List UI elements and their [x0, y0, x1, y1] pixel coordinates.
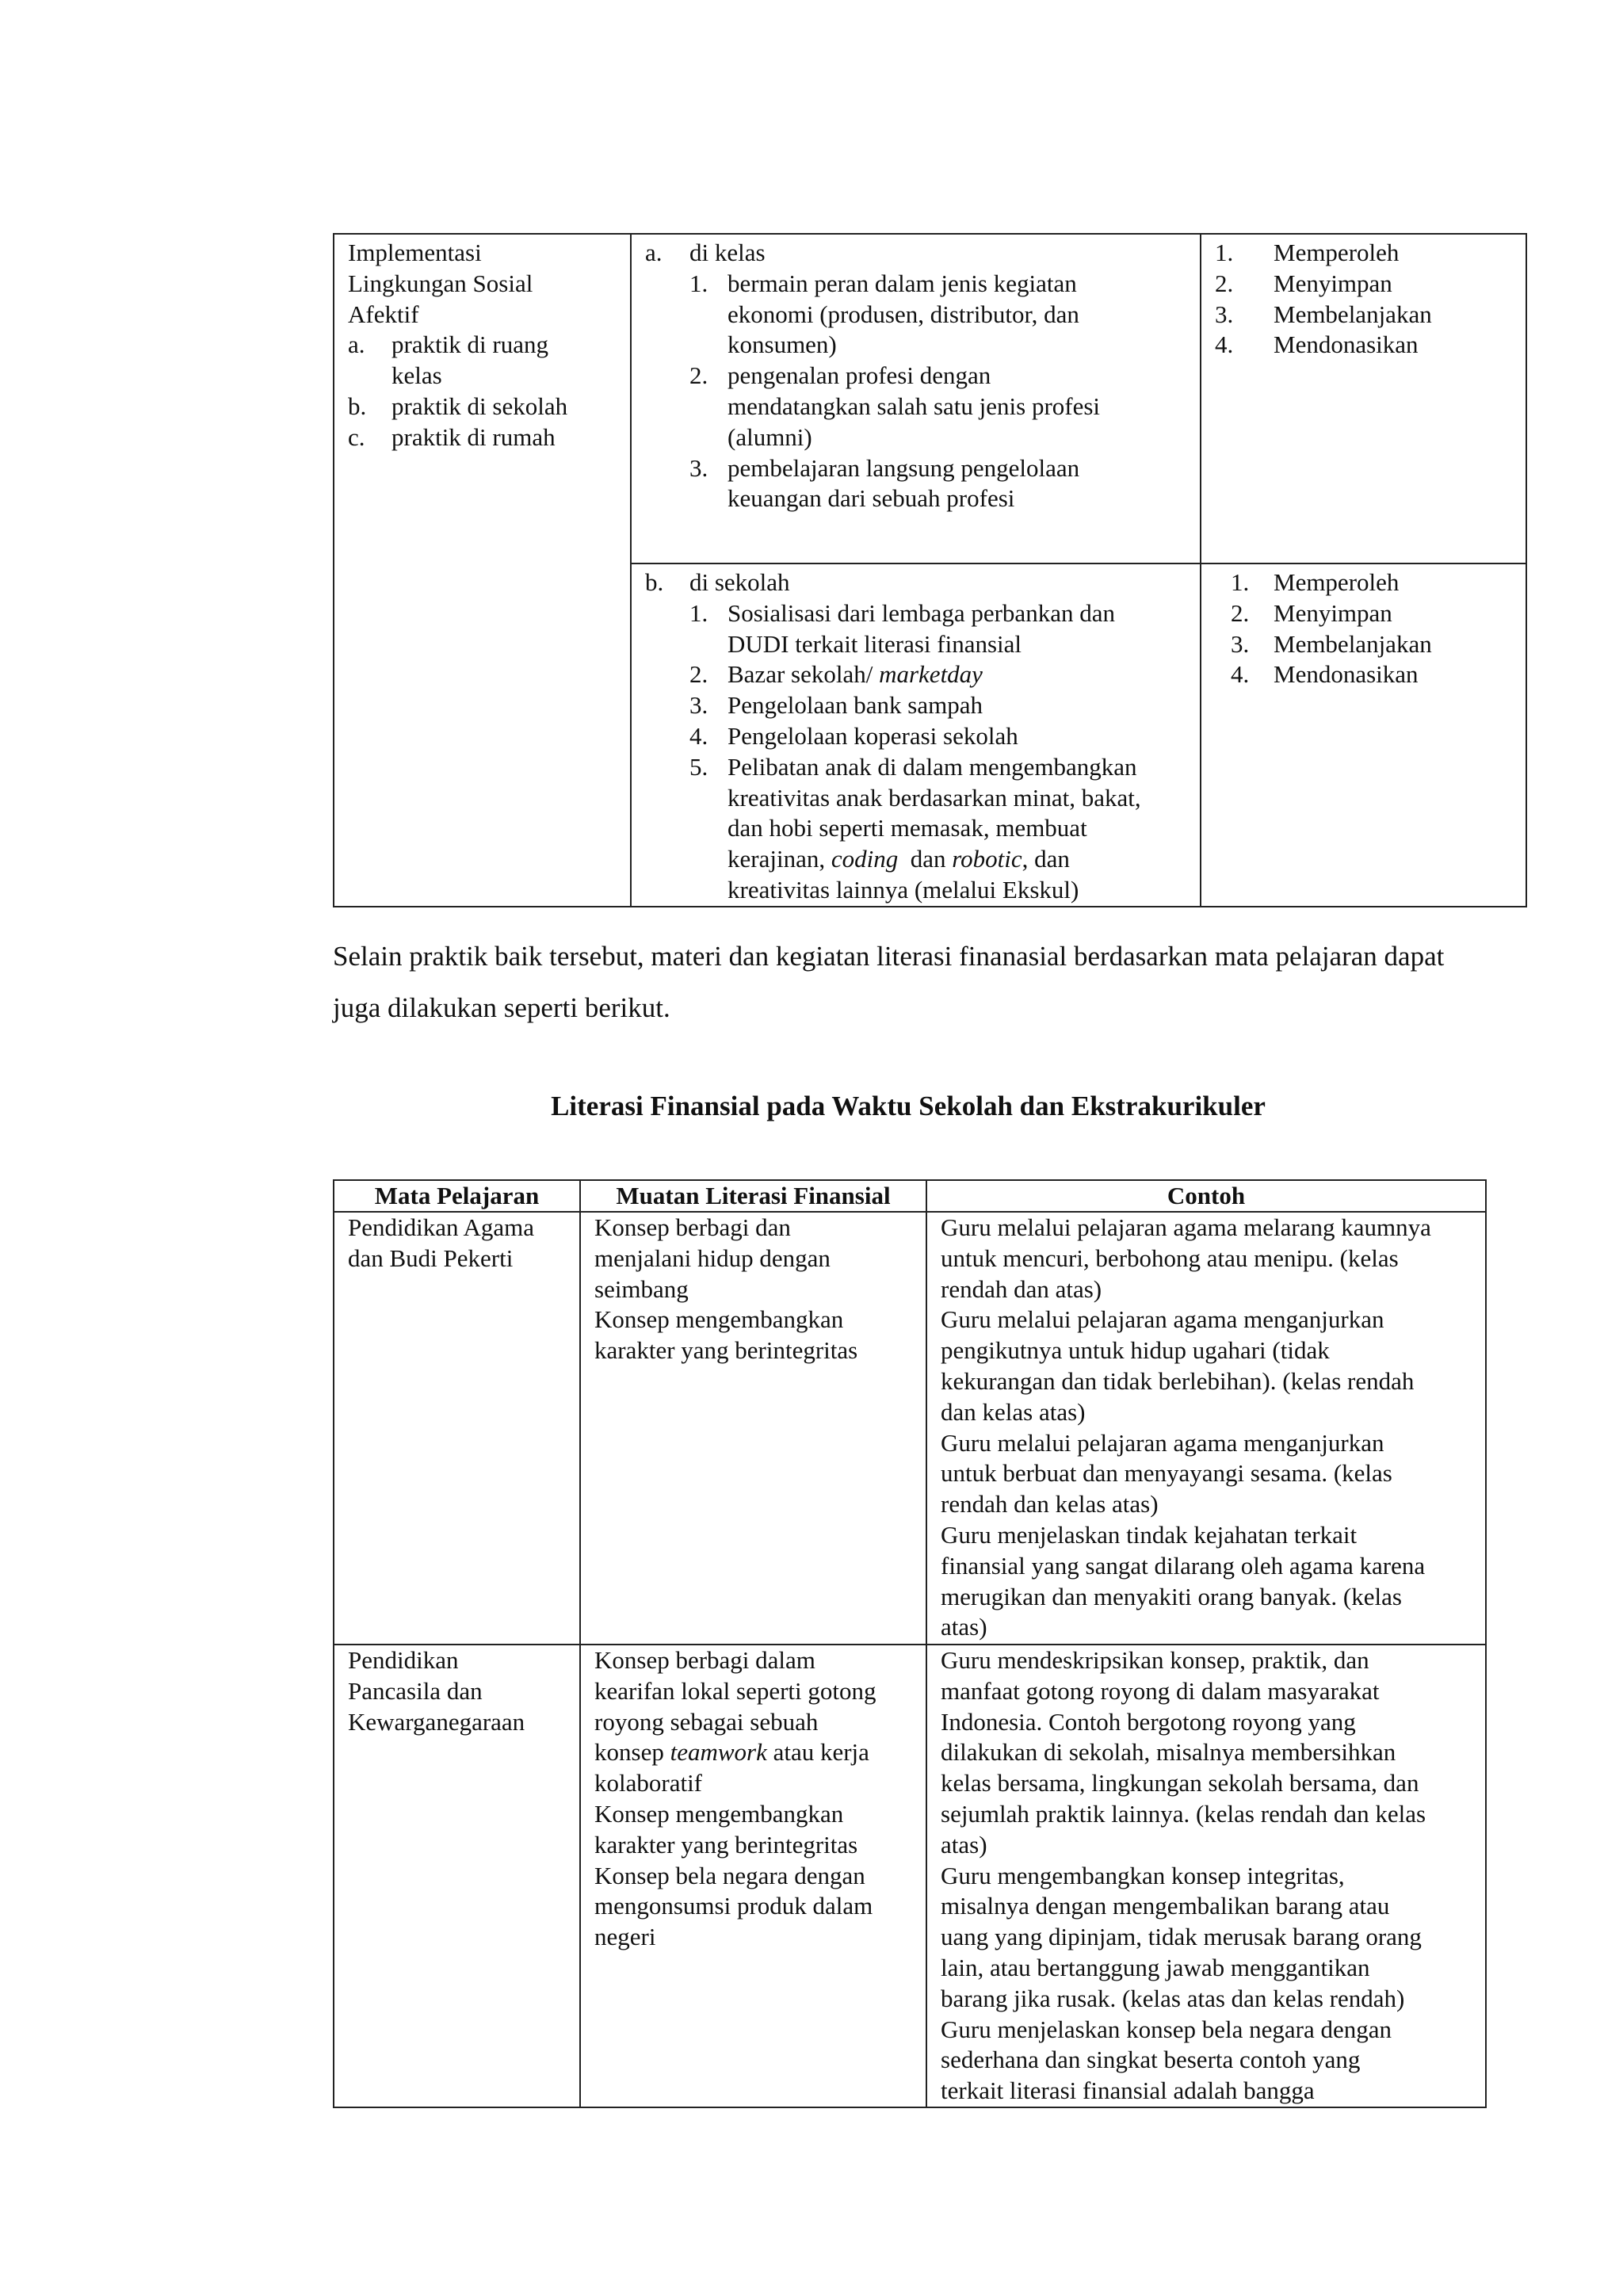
list-item: 4. Mendonasikan: [1231, 660, 1419, 689]
column-header: Muatan Literasi Finansial: [580, 1180, 926, 1212]
table-header-row: [334, 1180, 1486, 1212]
section-heading: a. di kelas: [645, 239, 766, 266]
list-item: 2. pengenalan profesi dengan mendatangkan salah satu jenis profesi (alumni): [689, 361, 1101, 451]
list-item: 1. bermain peran dalam jenis kegiatan ekonomi (produsen, distributor, dan konsumen): [689, 269, 1079, 359]
examples-cell: Guru melalui pelajaran agama melarang kaumnya untuk mencuri, berbohong atau menipu. (kelas rendah dan atas) Guru melalui pelajaran agama menganjurkan pengikutnya untuk hidup ugahari (tidak kekurangan dan tidak berlebihan). (kelas rendah dan kelas atas) Guru melalui pelajaran agama menganjurkan untuk berbuat dan menyayangi sesama. (kelas rendah dan kelas atas) Guru menjelaskan tindak kejahatan terkait finansial yang sangat dilarang oleh agama karena merugikan dan menyakiti orang banyak. (kelas atas): [926, 1212, 1486, 1645]
implementation-cell: Implementasi Lingkungan Sosial Afektif a. praktik di ruang kelas b. praktik di sekolah c. praktik di rumah: [334, 234, 631, 907]
activities-cell: [631, 234, 1201, 563]
body-paragraph: Selain praktik baik tersebut, materi dan kegiatan literasi finanasial berdasarkan mata pelajaran dapat juga dilakukan seperti berikut.: [333, 941, 1445, 1023]
subject-literacy-table: [333, 1179, 1487, 2108]
list-item: c. praktik di rumah: [348, 422, 556, 451]
table-row: [334, 1645, 1486, 2107]
activities-cell: [631, 563, 1201, 907]
table-row: [334, 234, 1526, 563]
implementation-table: [333, 233, 1527, 907]
subject-cell: Pendidikan Pancasila dan Kewarganegaraan: [334, 1645, 580, 2107]
list-item: 3. Pengelolaan bank sampah: [689, 691, 983, 720]
column-header: Mata Pelajaran: [334, 1180, 580, 1212]
list-item: 3. Membelanjakan: [1231, 629, 1432, 658]
list-item: 5. Pelibatan anak di dalam mengembangkan kreativitas anak berdasarkan minat, bakat, dan hobi seperti memasak, membuat kerajinan, coding dan robotic, dan kreativitas lainnya (melalui Ekskul): [689, 752, 1141, 904]
examples-cell: Guru mendeskripsikan konsep, praktik, dan manfaat gotong royong di dalam masyarakat Indonesia. Contoh bergotong royong yang dilakukan di sekolah, misalnya membersihkan kelas bersama, lingkungan sekolah bersama, dan sejumlah praktik lainnya. (kelas rendah dan kelas atas) Guru mengembangkan konsep integritas, misalnya dengan mengembalikan barang atau uang yang dipinjam, tidak merusak barang orang lain, atau bertanggung jawab menggantikan barang jika rusak. (kelas atas dan kelas rendah) Guru menjelaskan konsep bela negara dengan sederhana dan singkat beserta contoh yang terkait literasi finansial adalah bangga: [926, 1645, 1486, 2107]
section-heading: b. di sekolah: [645, 568, 790, 596]
list-item: 1. Memperoleh: [1231, 568, 1400, 596]
subject-cell: Pendidikan Agama dan Budi Pekerti: [334, 1212, 580, 1645]
steps-cell: [1201, 563, 1526, 907]
list-item: b. praktik di sekolah: [348, 392, 568, 420]
list-item: 2. Menyimpan: [1215, 269, 1392, 297]
content-cell: Konsep berbagi dalam kearifan lokal seperti gotong royong sebagai sebuah konsep teamwork atau kerja kolaboratif Konsep mengembangkan karakter yang berintegritas Konsep bela negara dengan mengonsumsi produk dalam negeri: [580, 1645, 926, 2107]
list-item: 4. Mendonasikan: [1215, 330, 1419, 359]
list-item: 1. Sosialisasi dari lembaga perbankan dan DUDI terkait literasi finansial: [689, 598, 1115, 658]
list-item: 1. Memperoleh: [1215, 239, 1400, 266]
table-row: [334, 1212, 1486, 1645]
content-cell: Konsep berbagi dan menjalani hidup dengan seimbang Konsep mengembangkan karakter yang berintegritas: [580, 1212, 926, 1645]
list-item: 2. Bazar sekolah/ marketday: [689, 660, 983, 689]
section-title: Literasi Finansial pada Waktu Sekolah dan Ekstrakurikuler: [551, 1091, 1266, 1121]
list-item: 4. Pengelolaan koperasi sekolah: [689, 721, 1018, 750]
list-item: 3. Membelanjakan: [1215, 300, 1432, 328]
list-item: 3. pembelajaran langsung pengelolaan keuangan dari sebuah profesi: [689, 453, 1080, 513]
list-item: 2. Menyimpan: [1231, 598, 1392, 627]
steps-cell: [1201, 234, 1526, 563]
list-item: a. praktik di ruang kelas: [348, 330, 549, 390]
column-header: Contoh: [926, 1180, 1486, 1212]
